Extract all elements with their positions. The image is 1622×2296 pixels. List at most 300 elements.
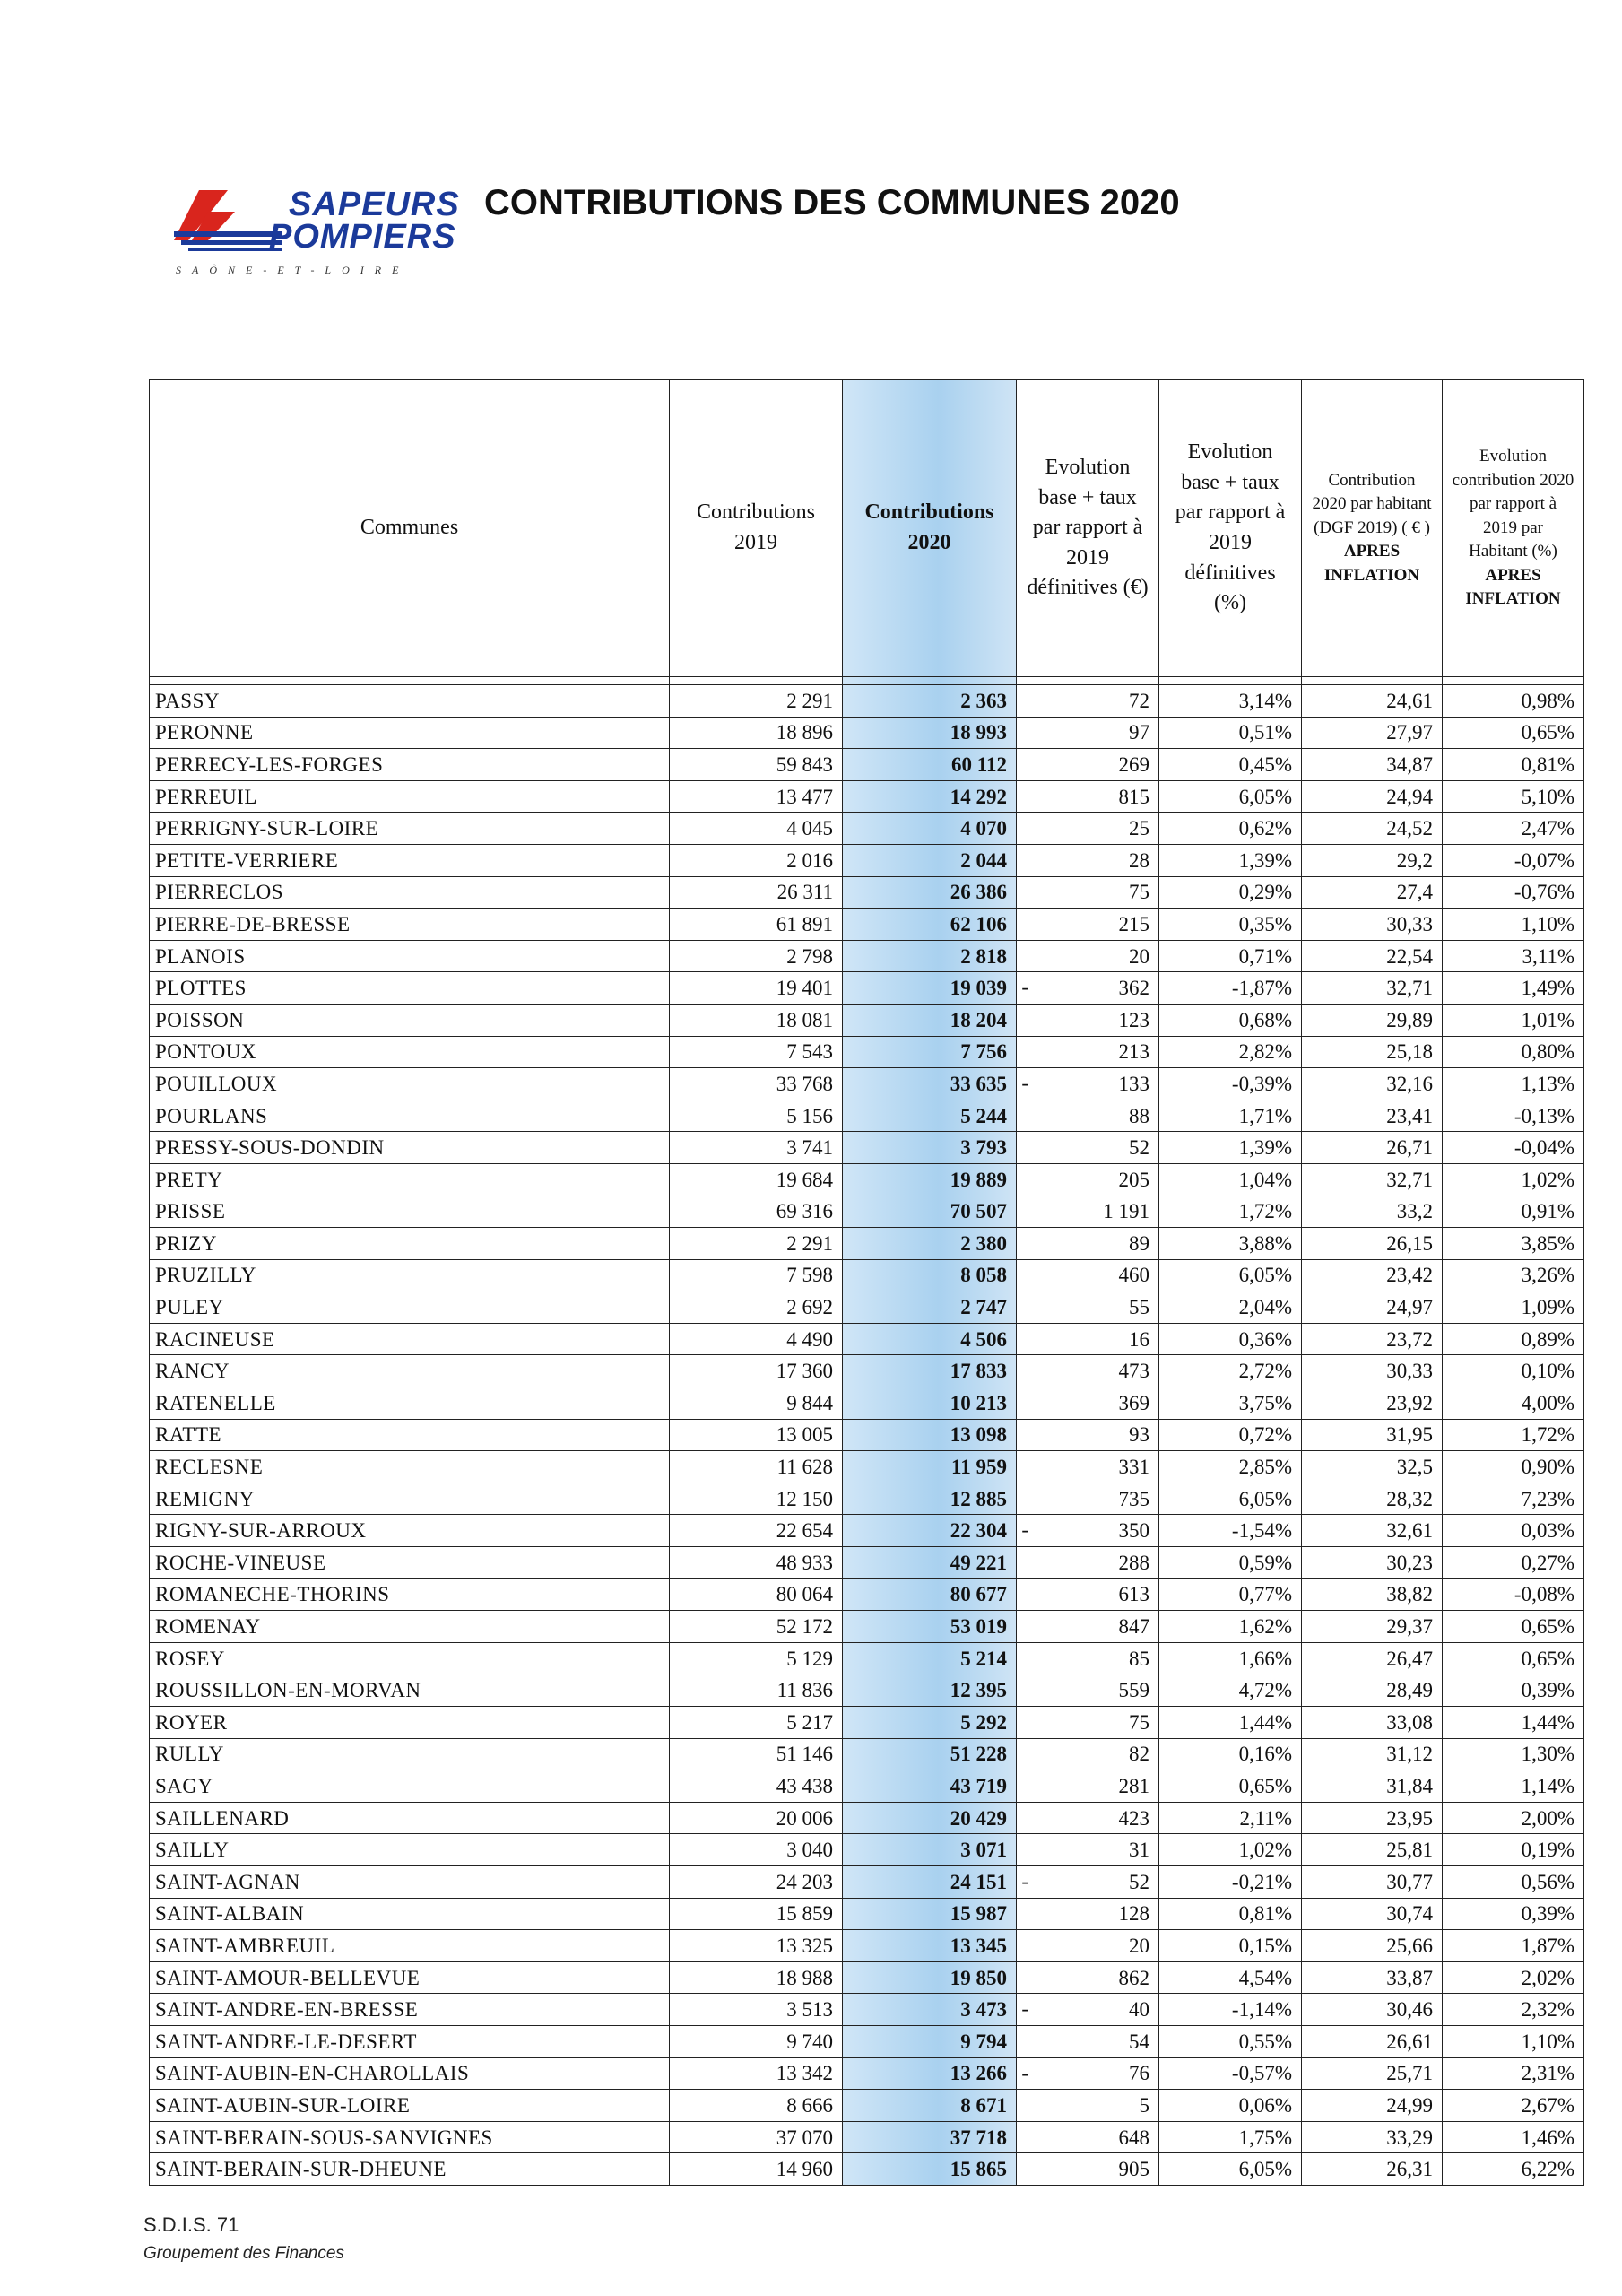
per-habitant-cell xyxy=(1302,749,1443,781)
contribution-2020-cell xyxy=(843,1387,1017,1420)
evolution-pct-cell xyxy=(1159,717,1302,749)
contribution-2020-cell xyxy=(843,909,1017,941)
contribution-2019-cell xyxy=(670,1036,843,1068)
evolution-per-habitant-cell xyxy=(1443,1834,1584,1866)
header-evol-hab-text: Evolution contribution 2020 par rapport à 2019 par Habitant (%) xyxy=(1452,446,1574,561)
per-habitant-cell-value: 25,81 xyxy=(1386,1839,1433,1862)
table-row xyxy=(150,685,1584,718)
evolution-eur-cell-value: 40 xyxy=(1129,1998,1149,2022)
evolution-pct-cell xyxy=(1159,1100,1302,1132)
evolution-pct-cell-value: 1,71% xyxy=(1238,1104,1292,1127)
evolution-per-habitant-cell-value: 2,02% xyxy=(1521,1966,1574,1989)
evolution-eur-cell-value: 559 xyxy=(1118,1679,1149,1702)
per-habitant-cell xyxy=(1302,1387,1443,1420)
evolution-pct-cell xyxy=(1159,1515,1302,1547)
table-row xyxy=(150,1770,1584,1803)
per-habitant-cell-value: 30,33 xyxy=(1386,1360,1433,1383)
evolution-pct-cell-value: 0,35% xyxy=(1238,912,1292,935)
per-habitant-cell xyxy=(1302,1866,1443,1898)
contribution-2019-cell-value: 3 040 xyxy=(786,1839,833,1862)
commune-name-cell xyxy=(150,1419,670,1451)
contribution-2020-cell-value: 37 718 xyxy=(950,2126,1007,2149)
per-habitant-cell-value: 24,99 xyxy=(1386,2093,1433,2117)
per-habitant-cell xyxy=(1302,1100,1443,1132)
evolution-pct-cell-value: 3,75% xyxy=(1238,1391,1292,1414)
evolution-pct-cell-value: -0,21% xyxy=(1231,1870,1292,1893)
commune-name-cell xyxy=(150,1163,670,1196)
evolution-eur-cell-value: 88 xyxy=(1129,1104,1149,1127)
evolution-pct-cell-value: 0,45% xyxy=(1238,752,1292,776)
evolution-pct-cell xyxy=(1159,1355,1302,1387)
per-habitant-cell xyxy=(1302,1228,1443,1260)
header-per-hab-bold: APRES INFLATION xyxy=(1323,542,1420,585)
per-habitant-cell xyxy=(1302,1292,1443,1324)
per-habitant-cell xyxy=(1302,1674,1443,1707)
evolution-per-habitant-cell-value: 3,26% xyxy=(1521,1264,1574,1287)
contribution-2019-cell-value: 2 692 xyxy=(786,1296,833,1319)
contribution-2019-cell-value: 9 844 xyxy=(786,1391,833,1414)
contribution-2019-cell xyxy=(670,813,843,845)
per-habitant-cell-value: 32,71 xyxy=(1386,977,1433,1000)
commune-name-cell-value: SAINT-AMBREUIL xyxy=(155,1934,335,1957)
table-row xyxy=(150,780,1584,813)
contribution-2020-cell xyxy=(843,2090,1017,2122)
commune-name-cell xyxy=(150,1770,670,1803)
evolution-eur-cell-value: 281 xyxy=(1118,1774,1149,1797)
contribution-2020-cell xyxy=(843,2153,1017,2186)
evolution-per-habitant-cell-value: 0,89% xyxy=(1521,1327,1574,1351)
table-row xyxy=(150,1068,1584,1100)
evolution-per-habitant-cell xyxy=(1443,972,1584,1004)
evolution-pct-cell xyxy=(1159,1707,1302,1739)
contribution-2020-cell-value: 7 756 xyxy=(960,1040,1007,1064)
contribution-2019-cell xyxy=(670,844,843,876)
evolution-per-habitant-cell xyxy=(1443,1100,1584,1132)
contribution-2019-cell-value: 17 360 xyxy=(776,1360,833,1383)
evolution-pct-cell xyxy=(1159,1642,1302,1674)
contribution-2020-cell-value: 8 671 xyxy=(960,2093,1007,2117)
per-habitant-cell-value: 33,08 xyxy=(1386,1710,1433,1734)
contribution-2020-cell-value: 19 850 xyxy=(950,1966,1007,1989)
evolution-per-habitant-cell xyxy=(1443,1898,1584,1930)
contribution-2019-cell-value: 3 741 xyxy=(786,1136,833,1160)
evolution-per-habitant-cell xyxy=(1443,1387,1584,1420)
evolution-pct-cell-value: 1,39% xyxy=(1238,1136,1292,1160)
commune-name-cell-value: ROSEY xyxy=(155,1647,225,1670)
contribution-2020-cell xyxy=(843,1419,1017,1451)
per-habitant-cell-value: 24,94 xyxy=(1386,785,1433,808)
contribution-2019-cell xyxy=(670,1930,843,1962)
evolution-eur-cell-value: 473 xyxy=(1118,1360,1149,1383)
commune-name-cell xyxy=(150,2057,670,2090)
per-habitant-cell-value: 30,33 xyxy=(1386,912,1433,935)
table-row xyxy=(150,844,1584,876)
contribution-2019-cell-value: 33 768 xyxy=(776,1072,833,1095)
contribution-2019-cell-value: 51 146 xyxy=(776,1743,833,1766)
contribution-2019-cell-value: 80 064 xyxy=(776,1583,833,1606)
evolution-pct-cell xyxy=(1159,2121,1302,2153)
contribution-2019-cell-value: 11 836 xyxy=(776,1679,833,1702)
per-habitant-cell xyxy=(1302,1323,1443,1355)
contribution-2019-cell-value: 4 490 xyxy=(786,1327,833,1351)
commune-name-cell xyxy=(150,1259,670,1292)
commune-name-cell-value: PRUZILLY xyxy=(155,1264,256,1287)
contribution-2020-cell xyxy=(843,1196,1017,1228)
per-habitant-cell-value: 30,77 xyxy=(1386,1870,1433,1893)
evolution-eur-cell-value: 128 xyxy=(1118,1902,1149,1926)
evolution-per-habitant-cell-value: -0,08% xyxy=(1514,1583,1574,1606)
evolution-per-habitant-cell-value: 2,00% xyxy=(1521,1806,1574,1830)
table-row xyxy=(150,2057,1584,2090)
contribution-2020-cell-value: 4 070 xyxy=(960,817,1007,840)
contribution-2020-cell xyxy=(843,1323,1017,1355)
evolution-eur-cell xyxy=(1017,1163,1159,1196)
commune-name-cell-value: POURLANS xyxy=(155,1104,268,1127)
evolution-per-habitant-cell xyxy=(1443,1707,1584,1739)
table-row xyxy=(150,2121,1584,2153)
contribution-2019-cell-value: 11 628 xyxy=(776,1456,833,1479)
contribution-2019-cell xyxy=(670,972,843,1004)
contribution-2020-cell-value: 3 473 xyxy=(960,1998,1007,2022)
evolution-pct-cell-value: 1,62% xyxy=(1238,1615,1292,1639)
commune-name-cell-value: SAILLENARD xyxy=(155,1806,290,1830)
table-row xyxy=(150,1866,1584,1898)
per-habitant-cell xyxy=(1302,972,1443,1004)
commune-name-cell-value: PLOTTES xyxy=(155,977,247,1000)
contribution-2020-cell xyxy=(843,1707,1017,1739)
evolution-eur-cell xyxy=(1017,1642,1159,1674)
commune-name-cell xyxy=(150,940,670,972)
commune-name-cell xyxy=(150,1738,670,1770)
table-row xyxy=(150,1228,1584,1260)
evolution-per-habitant-cell xyxy=(1443,685,1584,718)
evolution-per-habitant-cell-value: 1,49% xyxy=(1521,977,1574,1000)
evolution-per-habitant-cell-value: 5,10% xyxy=(1521,785,1574,808)
commune-name-cell-value: PIERRE-DE-BRESSE xyxy=(155,912,351,935)
contribution-2019-cell xyxy=(670,780,843,813)
evolution-eur-cell-value: 20 xyxy=(1129,1934,1149,1957)
commune-name-cell xyxy=(150,685,670,718)
contribution-2019-cell-value: 59 843 xyxy=(776,752,833,776)
commune-name-cell xyxy=(150,1547,670,1579)
evolution-eur-cell-value: 423 xyxy=(1118,1806,1149,1830)
contribution-2020-cell-value: 53 019 xyxy=(950,1615,1007,1639)
contribution-2019-cell xyxy=(670,1292,843,1324)
evolution-per-habitant-cell xyxy=(1443,876,1584,909)
table-row xyxy=(150,1738,1584,1770)
commune-name-cell-value: RANCY xyxy=(155,1360,230,1383)
evolution-per-habitant-cell xyxy=(1443,844,1584,876)
contribution-2019-cell xyxy=(670,1259,843,1292)
evolution-pct-cell-value: 2,11% xyxy=(1239,1806,1292,1830)
evolution-per-habitant-cell xyxy=(1443,940,1584,972)
evolution-eur-cell xyxy=(1017,1292,1159,1324)
commune-name-cell xyxy=(150,1068,670,1100)
commune-name-cell xyxy=(150,749,670,781)
evolution-per-habitant-cell xyxy=(1443,1068,1584,1100)
contribution-2019-cell-value: 18 988 xyxy=(776,1966,833,1989)
evolution-per-habitant-cell xyxy=(1443,2057,1584,2090)
commune-name-cell-value: PLANOIS xyxy=(155,944,246,968)
commune-name-cell-value: PERRIGNY-SUR-LOIRE xyxy=(155,817,379,840)
evolution-eur-cell xyxy=(1017,1004,1159,1036)
contribution-2020-cell xyxy=(843,1100,1017,1132)
evolution-eur-cell xyxy=(1017,2057,1159,2090)
contribution-2019-cell-value: 2 291 xyxy=(786,689,833,712)
per-habitant-cell xyxy=(1302,1578,1443,1611)
commune-name-cell-value: SAINT-AMOUR-BELLEVUE xyxy=(155,1966,421,1989)
contribution-2019-cell xyxy=(670,1483,843,1515)
evolution-pct-cell-value: 4,72% xyxy=(1238,1679,1292,1702)
contribution-2019-cell xyxy=(670,1100,843,1132)
evolution-pct-cell xyxy=(1159,1802,1302,1834)
per-habitant-cell-value: 23,72 xyxy=(1386,1327,1433,1351)
table-row xyxy=(150,1515,1584,1547)
per-habitant-cell-value: 29,2 xyxy=(1396,848,1433,872)
evolution-eur-cell-value: 52 xyxy=(1129,1870,1149,1893)
per-habitant-cell xyxy=(1302,1898,1443,1930)
contribution-2020-cell-value: 8 058 xyxy=(960,1264,1007,1287)
per-habitant-cell xyxy=(1302,1547,1443,1579)
contribution-2019-cell xyxy=(670,1834,843,1866)
contribution-2019-cell xyxy=(670,1323,843,1355)
per-habitant-cell xyxy=(1302,2121,1443,2153)
per-habitant-cell xyxy=(1302,1930,1443,1962)
evolution-eur-cell-value: 31 xyxy=(1129,1839,1149,1862)
table-header-row xyxy=(150,380,1584,677)
evolution-eur-cell-value: 648 xyxy=(1118,2126,1149,2149)
evolution-eur-cell xyxy=(1017,1930,1159,1962)
evolution-eur-cell xyxy=(1017,1419,1159,1451)
commune-name-cell-value: RATTE xyxy=(155,1423,222,1447)
evolution-eur-cell-value: 16 xyxy=(1129,1327,1149,1351)
contribution-2020-cell-value: 15 865 xyxy=(950,2158,1007,2181)
contribution-2020-cell xyxy=(843,1738,1017,1770)
evolution-eur-cell-value: 362 xyxy=(1118,977,1149,1000)
evolution-per-habitant-cell-value: 1,87% xyxy=(1521,1934,1574,1957)
per-habitant-cell-value: 30,74 xyxy=(1386,1902,1433,1926)
evolution-pct-cell-value: 1,39% xyxy=(1238,848,1292,872)
per-habitant-cell xyxy=(1302,1611,1443,1643)
evolution-pct-cell xyxy=(1159,1483,1302,1515)
header-communes: Communes xyxy=(150,380,670,677)
evolution-eur-cell-value: 269 xyxy=(1118,752,1149,776)
table-row xyxy=(150,1387,1584,1420)
evolution-pct-cell-value: -0,57% xyxy=(1231,2062,1292,2085)
table-row xyxy=(150,1259,1584,1292)
per-habitant-cell xyxy=(1302,1196,1443,1228)
evolution-pct-cell-value: 2,82% xyxy=(1238,1040,1292,1064)
contribution-2019-cell-value: 43 438 xyxy=(776,1774,833,1797)
table-row xyxy=(150,813,1584,845)
evolution-pct-cell xyxy=(1159,1674,1302,1707)
evolution-pct-cell-value: 2,04% xyxy=(1238,1296,1292,1319)
evolution-eur-cell-value: 5 xyxy=(1139,2093,1149,2117)
evolution-eur-cell xyxy=(1017,749,1159,781)
contribution-2020-cell xyxy=(843,1547,1017,1579)
contribution-2019-cell-value: 24 203 xyxy=(776,1870,833,1893)
evolution-per-habitant-cell-value: 0,65% xyxy=(1521,721,1574,744)
per-habitant-cell xyxy=(1302,1707,1443,1739)
contribution-2019-cell xyxy=(670,1738,843,1770)
contribution-2020-cell-value: 22 304 xyxy=(950,1519,1007,1543)
contribution-2020-cell xyxy=(843,685,1017,718)
negative-marker: - xyxy=(1021,1518,1028,1542)
evolution-eur-cell xyxy=(1017,940,1159,972)
contribution-2020-cell-value: 3 071 xyxy=(960,1839,1007,1862)
per-habitant-cell xyxy=(1302,685,1443,718)
per-habitant-cell-value: 31,84 xyxy=(1386,1774,1433,1797)
contribution-2020-cell xyxy=(843,1898,1017,1930)
per-habitant-cell-value: 38,82 xyxy=(1386,1583,1433,1606)
contribution-2020-cell xyxy=(843,1515,1028,1547)
per-habitant-cell-value: 23,41 xyxy=(1386,1104,1433,1127)
table-row xyxy=(150,1707,1584,1739)
per-habitant-cell xyxy=(1302,844,1443,876)
commune-name-cell xyxy=(150,1994,670,2026)
per-habitant-cell xyxy=(1302,717,1443,749)
header-evolution-per-habitant xyxy=(1443,380,1584,677)
per-habitant-cell xyxy=(1302,2025,1443,2057)
contribution-2020-cell-value: 12 395 xyxy=(950,1679,1007,1702)
contribution-2019-cell xyxy=(670,2153,843,2186)
evolution-per-habitant-cell xyxy=(1443,1451,1584,1483)
evolution-per-habitant-cell-value: 0,91% xyxy=(1521,1200,1574,1223)
evolution-pct-cell-value: 0,59% xyxy=(1238,1551,1292,1574)
sdis-logo xyxy=(172,186,460,285)
evolution-per-habitant-cell-value: 6,22% xyxy=(1521,2158,1574,2181)
contribution-2020-cell xyxy=(843,1578,1017,1611)
contribution-2019-cell xyxy=(670,1578,843,1611)
commune-name-cell-value: RATENELLE xyxy=(155,1391,276,1414)
table-row xyxy=(150,1802,1584,1834)
evolution-eur-cell xyxy=(1017,685,1159,718)
per-habitant-cell xyxy=(1302,1834,1443,1866)
contribution-2020-cell-value: 2 747 xyxy=(960,1296,1007,1319)
evolution-pct-cell-value: 1,02% xyxy=(1238,1839,1292,1862)
evolution-per-habitant-cell-value: 1,72% xyxy=(1521,1423,1574,1447)
evolution-eur-cell-value: 75 xyxy=(1129,1710,1149,1734)
header-contributions-2020: Contributions 2020 xyxy=(843,380,1017,677)
contribution-2019-cell xyxy=(670,1068,843,1100)
contribution-2020-cell-value: 49 221 xyxy=(950,1551,1007,1574)
per-habitant-cell xyxy=(1302,1770,1443,1803)
commune-name-cell-value: SAGY xyxy=(155,1774,213,1797)
commune-name-cell-value: PASSY xyxy=(155,689,220,712)
evolution-per-habitant-cell xyxy=(1443,1259,1584,1292)
evolution-pct-cell xyxy=(1159,1611,1302,1643)
evolution-pct-cell-value: 3,14% xyxy=(1238,689,1292,712)
table-row xyxy=(150,2090,1584,2122)
contribution-2019-cell xyxy=(670,1961,843,1994)
table-row xyxy=(150,717,1584,749)
contribution-2020-cell xyxy=(843,780,1017,813)
evolution-per-habitant-cell-value: 0,39% xyxy=(1521,1679,1574,1702)
contribution-2019-cell-value: 13 477 xyxy=(776,785,833,808)
evolution-eur-cell xyxy=(1017,1866,1159,1898)
contribution-2019-cell xyxy=(670,717,843,749)
contribution-2019-cell xyxy=(670,2090,843,2122)
evolution-eur-cell-value: 331 xyxy=(1118,1456,1149,1479)
contribution-2019-cell-value: 4 045 xyxy=(786,817,833,840)
evolution-pct-cell-value: 3,88% xyxy=(1238,1231,1292,1255)
per-habitant-cell xyxy=(1302,1004,1443,1036)
commune-name-cell-value: SAINT-BERAIN-SOUS-SANVIGNES xyxy=(155,2126,493,2149)
contribution-2020-cell xyxy=(843,876,1017,909)
commune-name-cell-value: SAINT-ANDRE-EN-BRESSE xyxy=(155,1998,419,2022)
table-row xyxy=(150,1132,1584,1164)
contribution-2019-cell xyxy=(670,940,843,972)
evolution-per-habitant-cell xyxy=(1443,1292,1584,1324)
contribution-2019-cell xyxy=(670,1387,843,1420)
commune-name-cell xyxy=(150,1323,670,1355)
table-row xyxy=(150,940,1584,972)
evolution-eur-cell xyxy=(1017,780,1159,813)
evolution-per-habitant-cell-value: 0,56% xyxy=(1521,1870,1574,1893)
contribution-2019-cell-value: 37 070 xyxy=(776,2126,833,2149)
per-habitant-cell xyxy=(1302,2153,1443,2186)
contribution-2020-cell xyxy=(843,2121,1017,2153)
evolution-per-habitant-cell-value: 3,11% xyxy=(1522,944,1574,968)
evolution-pct-cell-value: 0,65% xyxy=(1238,1774,1292,1797)
evolution-per-habitant-cell xyxy=(1443,1674,1584,1707)
evolution-eur-cell-value: 862 xyxy=(1118,1966,1149,1989)
evolution-pct-cell-value: 0,15% xyxy=(1238,1934,1292,1957)
commune-name-cell xyxy=(150,1802,670,1834)
evolution-eur-cell xyxy=(1017,1994,1159,2026)
commune-name-cell xyxy=(150,1228,670,1260)
contribution-2019-cell xyxy=(670,1611,843,1643)
contribution-2019-cell xyxy=(670,1228,843,1260)
commune-name-cell xyxy=(150,1834,670,1866)
contribution-2020-cell xyxy=(843,1866,1028,1898)
evolution-eur-cell xyxy=(1017,1707,1159,1739)
evolution-eur-cell-value: 213 xyxy=(1118,1040,1149,1064)
evolution-per-habitant-cell xyxy=(1443,813,1584,845)
contribution-2020-cell-value: 13 266 xyxy=(950,2062,1007,2085)
evolution-pct-cell xyxy=(1159,1961,1302,1994)
commune-name-cell xyxy=(150,1898,670,1930)
evolution-eur-cell-value: 205 xyxy=(1118,1168,1149,1191)
contribution-2019-cell-value: 2 291 xyxy=(786,1231,833,1255)
contributions-table xyxy=(149,379,1584,2186)
contribution-2019-cell-value: 2 798 xyxy=(786,944,833,968)
commune-name-cell xyxy=(150,1004,670,1036)
contribution-2020-cell xyxy=(843,1004,1017,1036)
evolution-per-habitant-cell-value: 0,80% xyxy=(1521,1040,1574,1064)
table-row xyxy=(150,749,1584,781)
evolution-per-habitant-cell xyxy=(1443,909,1584,941)
logo-line2: POMPIERS xyxy=(269,218,456,256)
contribution-2019-cell xyxy=(670,1642,843,1674)
commune-name-cell-value: PERONNE xyxy=(155,721,254,744)
evolution-pct-cell xyxy=(1159,1323,1302,1355)
logo-subtitle: SAÔNE-ET-LOIRE xyxy=(176,264,410,276)
contribution-2020-cell-value: 18 993 xyxy=(950,721,1007,744)
commune-name-cell-value: PERREUIL xyxy=(155,785,257,808)
evolution-eur-cell xyxy=(1017,1547,1159,1579)
commune-name-cell xyxy=(150,1292,670,1324)
contribution-2020-cell xyxy=(843,1961,1017,1994)
evolution-eur-cell-value: 369 xyxy=(1118,1391,1149,1414)
evolution-pct-cell xyxy=(1159,685,1302,718)
evolution-eur-cell xyxy=(1017,1451,1159,1483)
evolution-eur-cell xyxy=(1017,1802,1159,1834)
commune-name-cell-value: RECLESNE xyxy=(155,1456,264,1479)
contribution-2020-cell xyxy=(843,1068,1028,1100)
per-habitant-cell xyxy=(1302,1994,1443,2026)
logo-line1: SAPEURS xyxy=(289,186,460,223)
